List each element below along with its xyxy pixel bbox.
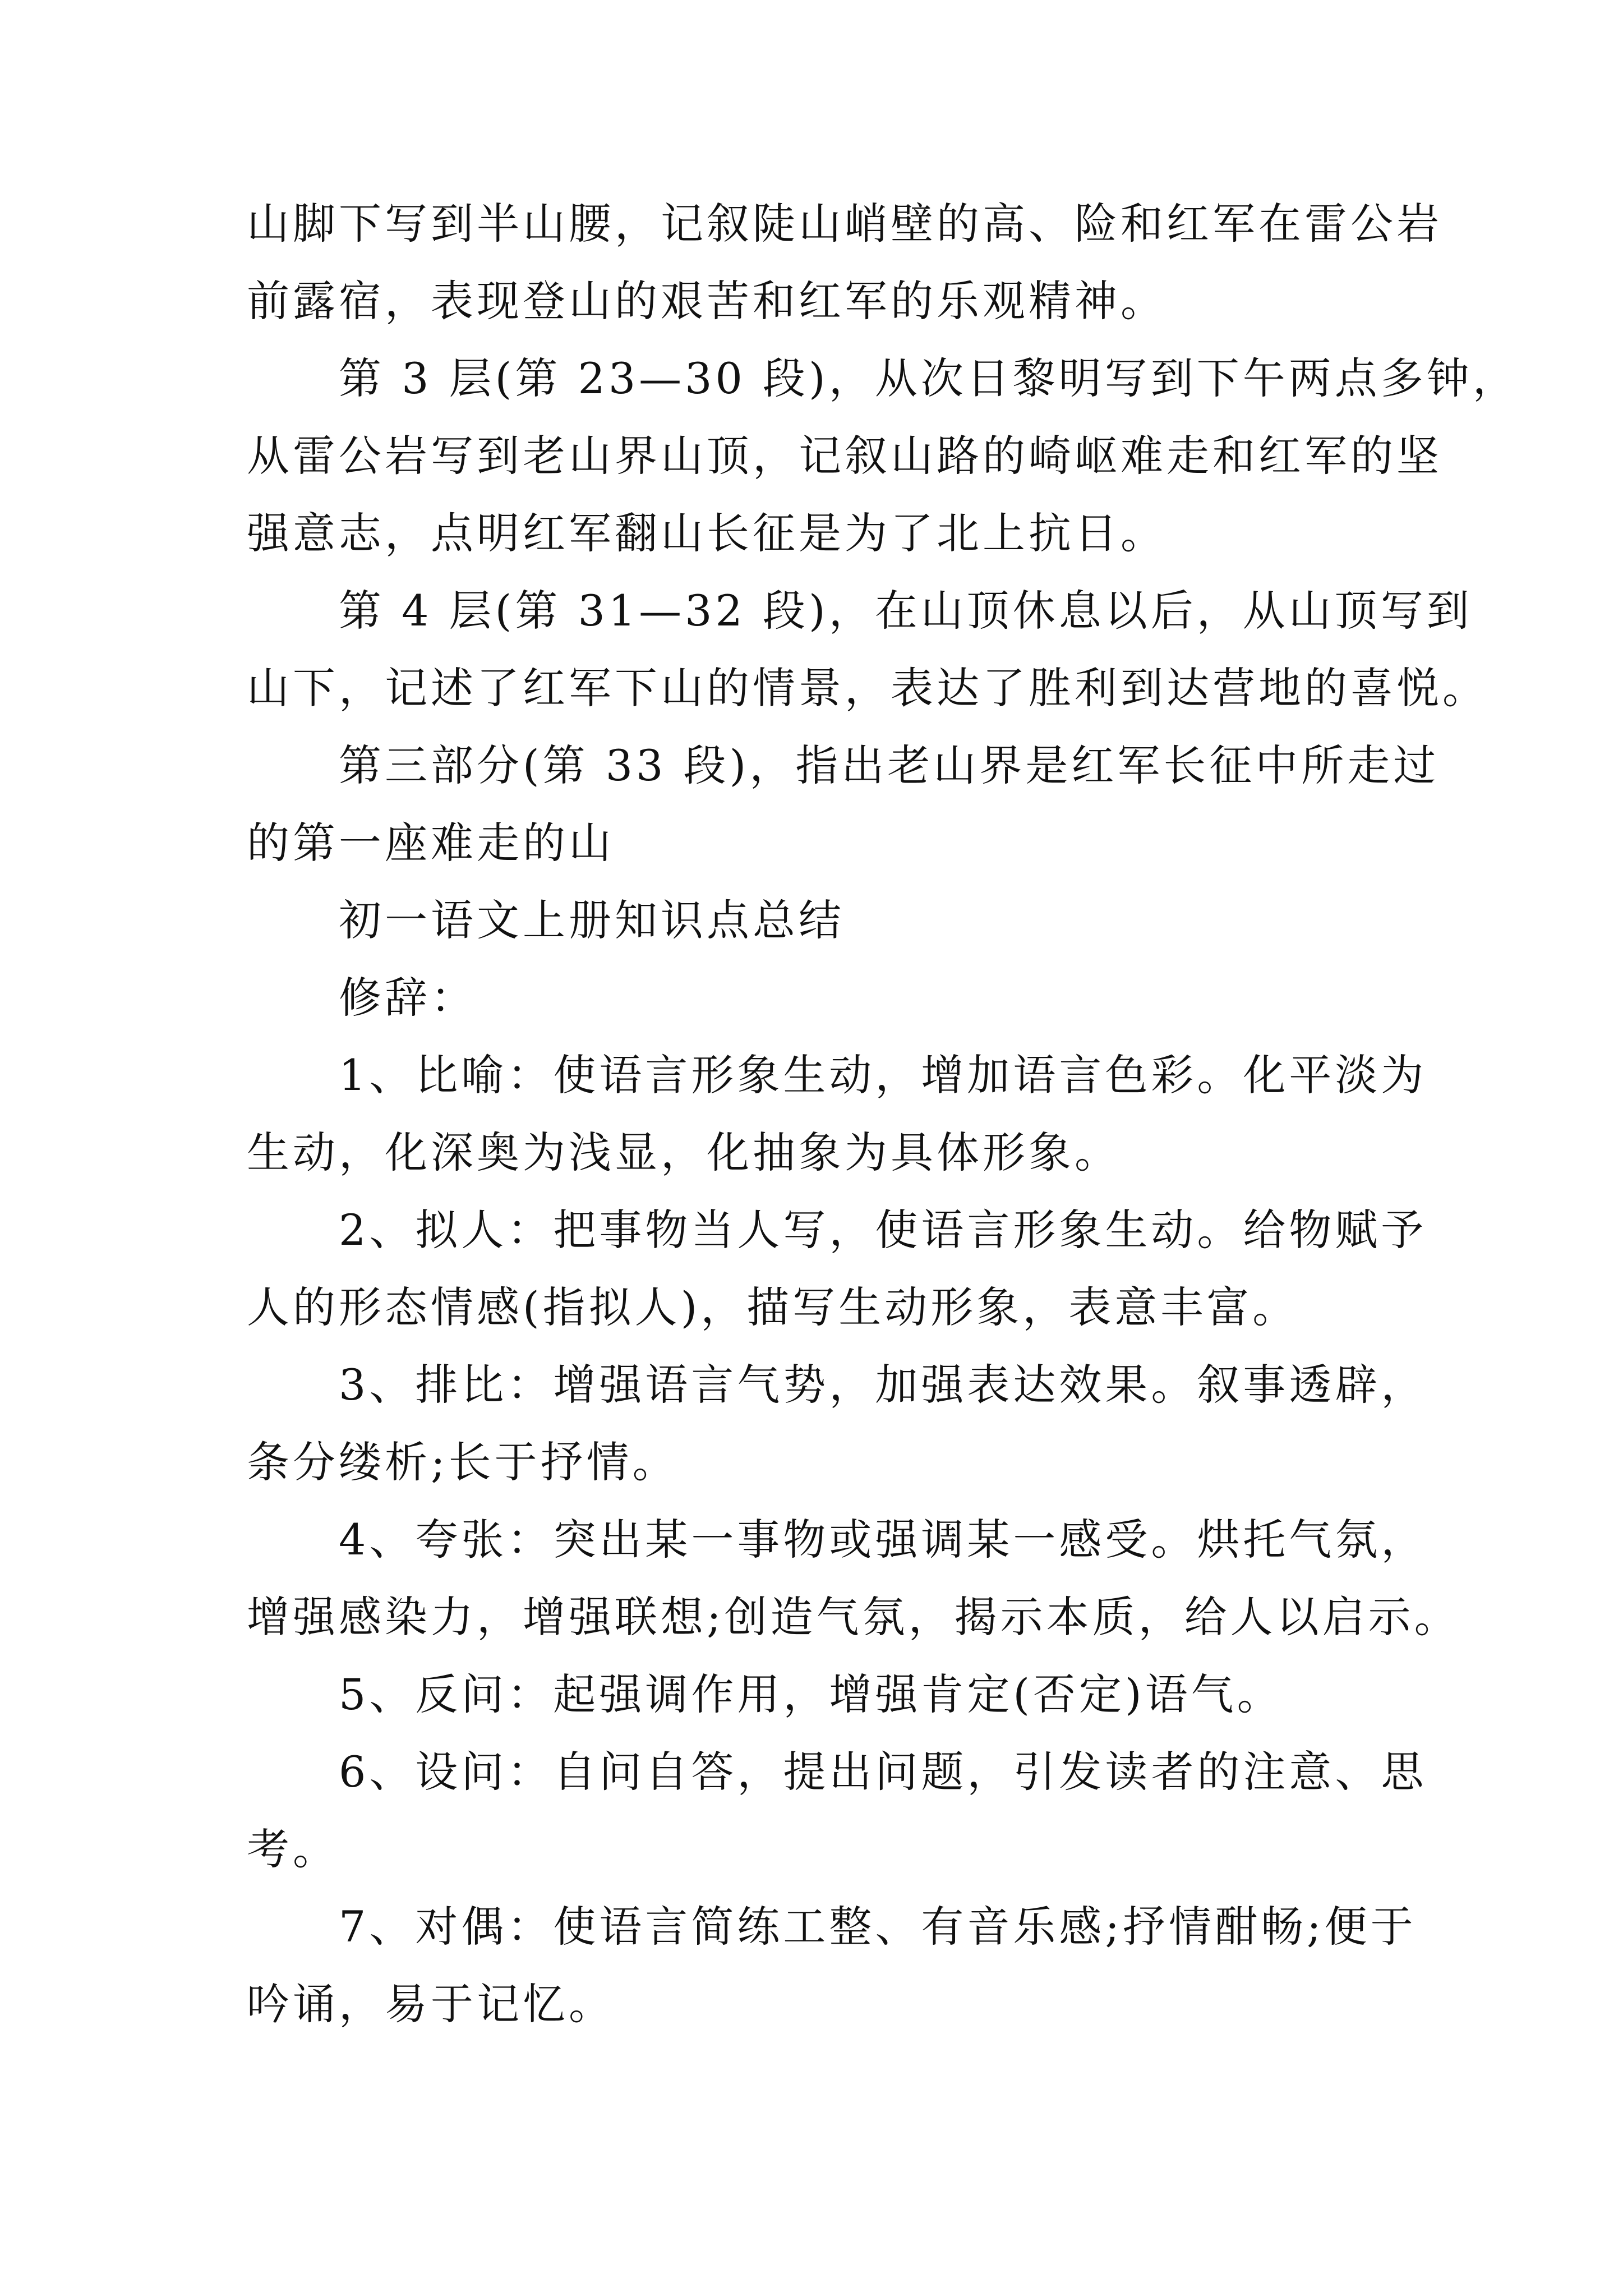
paragraph-layer-3 <box>247 340 1519 572</box>
text-line: 山下，记述了红军下山的情景，表达了胜利到达营地的喜悦。 <box>247 663 1488 713</box>
subsection-title: 修辞： <box>339 973 477 1023</box>
text-line: 5、反问：起强调作用，增强肯定(否定)语气。 <box>339 1669 1283 1719</box>
text-line: 4、夸张：突出某一事物或强调某一感受。烘托气氛， <box>339 1515 1427 1565</box>
text-line: 从雷公岩写到老山界山顶，记叙山路的崎岖难走和红军的坚 <box>247 431 1442 481</box>
list-item-metaphor <box>247 1037 1427 1191</box>
paragraph-layer-4 <box>247 572 1488 727</box>
section-title: 初一语文上册知识点总结 <box>339 895 845 945</box>
paragraph-part-3 <box>247 727 1440 882</box>
list-item-hyperbole <box>247 1501 1460 1656</box>
list-item-hypophora <box>247 1733 1427 1888</box>
text-line: 第三部分(第 33 段)，指出老山界是红军长征中所走过 <box>339 740 1440 790</box>
list-item-antithesis <box>247 1888 1417 2043</box>
subsection-heading <box>247 959 1385 1037</box>
text-line: 的第一座难走的山 <box>247 818 615 868</box>
text-line: 增强感染力，增强联想;创造气氛，揭示本质，给人以启示。 <box>247 1592 1460 1642</box>
text-line: 第 3 层(第 23—30 段)，从次日黎明写到下午两点多钟， <box>339 353 1519 403</box>
text-line: 1、比喻：使语言形象生动，增加语言色彩。化平淡为 <box>339 1050 1427 1100</box>
text-line: 生动，化深奥为浅显，化抽象为具体形象。 <box>247 1128 1121 1177</box>
text-line: 吟诵，易于记忆。 <box>247 1979 615 2029</box>
text-line: 条分缕析;长于抒情。 <box>247 1437 679 1487</box>
text-line: 强意志，点明红军翻山长征是为了北上抗日。 <box>247 508 1166 558</box>
text-line: 2、拟人：把事物当人写，使语言形象生动。给物赋予 <box>339 1205 1427 1255</box>
text-line: 7、对偶：使语言简练工整、有音乐感;抒情酣畅;便于 <box>339 1902 1417 1952</box>
text-line: 前露宿，表现登山的艰苦和红军的乐观精神。 <box>247 276 1166 326</box>
text-line: 第 4 层(第 31—32 段)，在山顶休息以后，从山顶写到 <box>339 586 1473 636</box>
list-item-rhetorical-question <box>247 1656 1385 1733</box>
text-line: 6、设问：自问自答，提出问题，引发读者的注意、思 <box>339 1747 1427 1797</box>
section-heading <box>247 882 1385 959</box>
text-line: 山脚下写到半山腰，记叙陡山峭壁的高、险和红军在雷公岩 <box>247 199 1442 249</box>
text-line: 考。 <box>247 1824 339 1874</box>
paragraph-hiking-section-2 <box>247 185 1442 340</box>
document-body <box>247 185 1519 2043</box>
text-line: 3、排比：增强语言气势，加强表达效果。叙事透辟， <box>339 1360 1427 1410</box>
list-item-personification <box>247 1191 1427 1346</box>
list-item-parallelism <box>247 1346 1427 1501</box>
text-line: 人的形态情感(指拟人)，描写生动形象，表意丰富。 <box>247 1282 1299 1332</box>
